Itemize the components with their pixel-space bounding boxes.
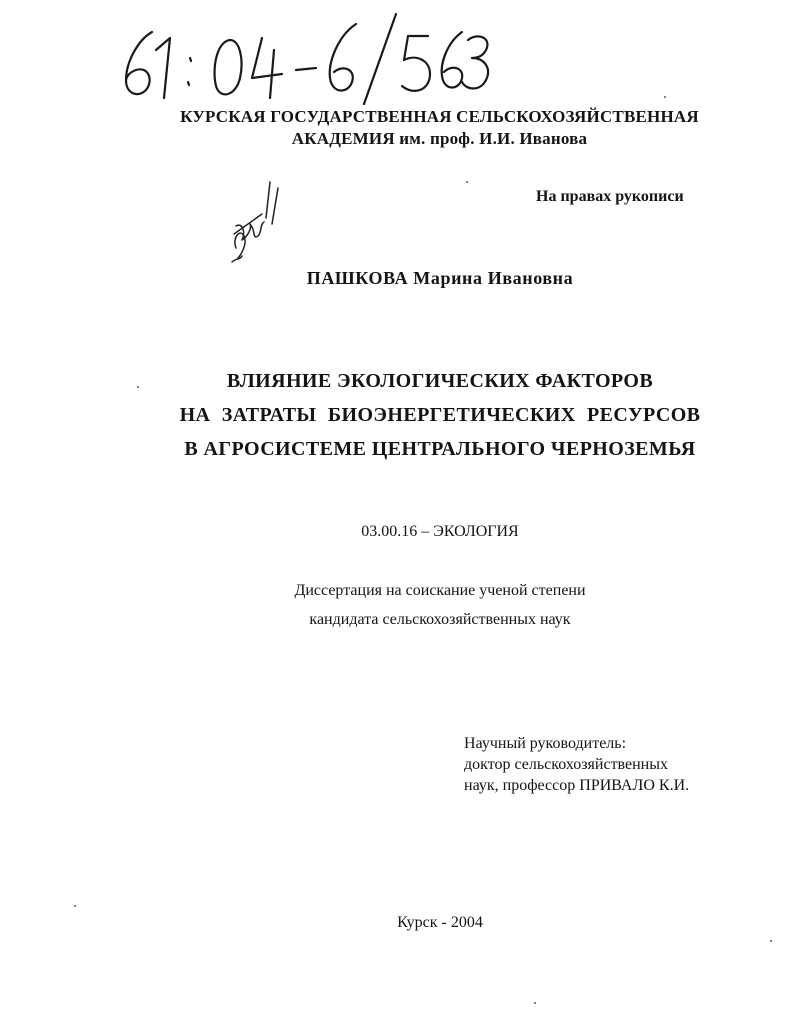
scan-speck [664,96,666,98]
scan-speck [137,386,139,388]
city-year: Курск - 2004 [397,914,483,931]
handwritten-archive-code [112,10,492,105]
scan-speck [74,905,76,907]
specialty-code: 03.00.16 – ЭКОЛОГИЯ [361,523,519,540]
thesis-title-line-3: В АГРОСИСТЕМЕ ЦЕНТРАЛЬНОГО ЧЕРНОЗЕМЬЯ [184,438,696,460]
thesis-title-line-2: НА ЗАТРАТЫ БИОЭНЕРГЕТИЧЕСКИХ РЕСУРСОВ [179,404,701,426]
scan-speck [466,181,468,183]
thesis-title-line-1: ВЛИЯНИЕ ЭКОЛОГИЧЕСКИХ ФАКТОРОВ [226,370,654,392]
supervisor-degree: доктор сельскохозяйственных [464,756,668,773]
handwritten-signature [222,178,286,264]
degree-line-2: кандидата сельскохозяйственных наук [309,611,571,628]
supervisor-name: наук, профессор ПРИВАЛО К.И. [464,777,690,794]
degree-line-1: Диссертация на соискание ученой степени [294,582,586,599]
supervisor-label: Научный руководитель: [464,735,627,752]
rights-note: На правах рукописи [536,188,684,205]
institution-line-2: АКАДЕМИЯ им. проф. И.И. Иванова [291,129,588,148]
scan-speck [534,1002,536,1004]
author-name: ПАШКОВА Марина Ивановна [306,268,574,288]
scan-speck [770,940,772,942]
institution-line-1: КУРСКАЯ ГОСУДАРСТВЕННАЯ СЕЛЬСКОХОЗЯЙСТВЕННАЯ [180,107,699,126]
